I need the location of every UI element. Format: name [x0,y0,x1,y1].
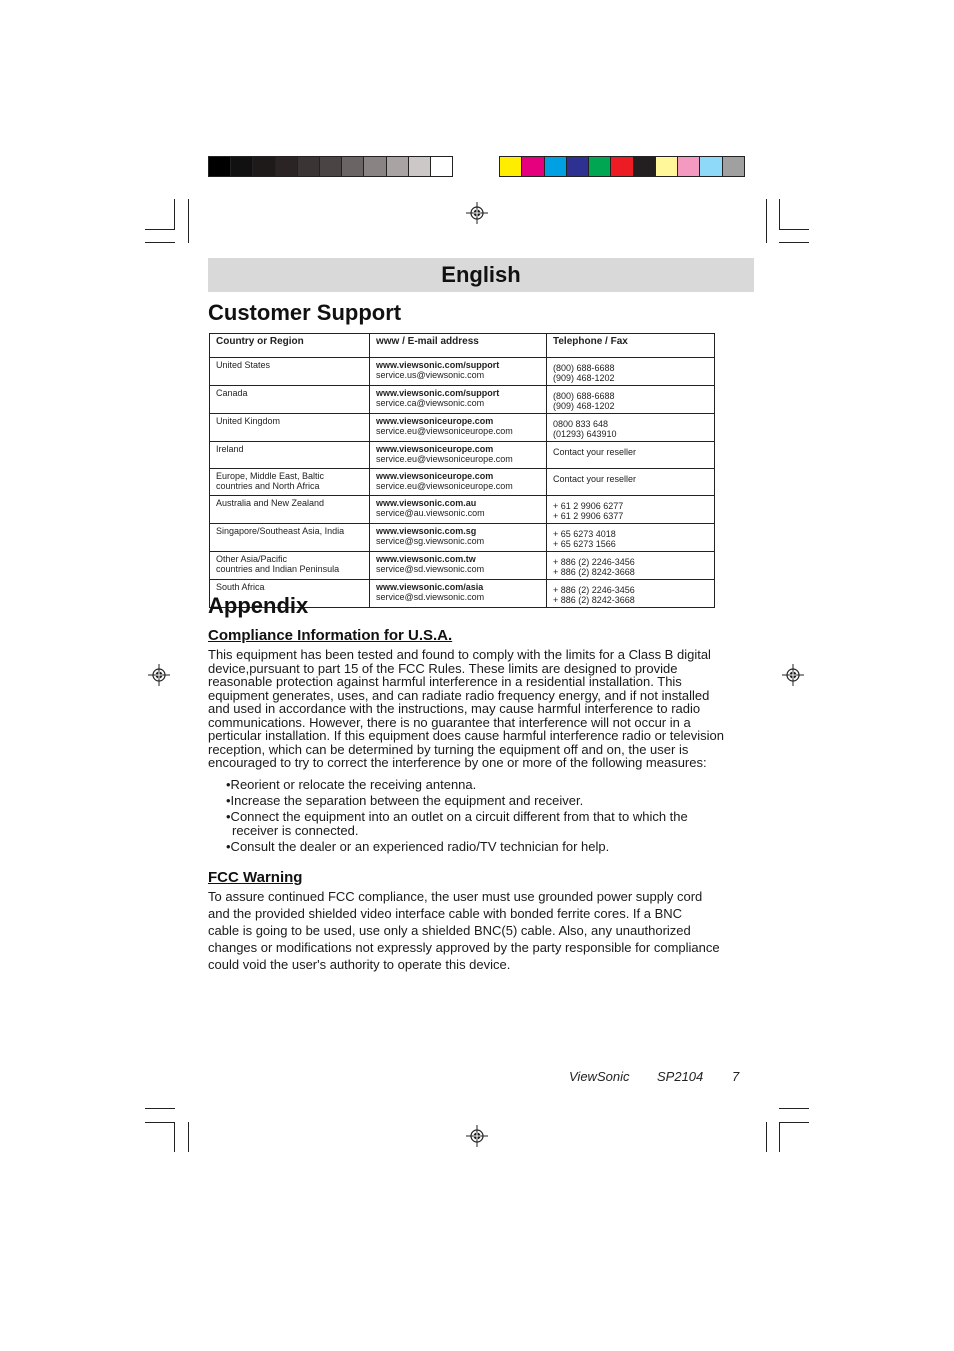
paragraph-line: This equipment has been tested and found to comply with the limits for a Class B digital [208,647,711,662]
phone-text: + 61 2 9906 6377 [553,511,624,521]
table-row [210,524,715,552]
fcc-warning-heading: FCC Warning [208,869,303,886]
color-swatch [656,157,678,176]
color-swatch [723,157,744,176]
registration-mark-icon [148,664,170,686]
crop-mark [145,229,175,230]
paragraph-line: changes or modifications not expressly approved by the party responsible for compliance [208,940,720,955]
customer-support-title: Customer Support [208,300,402,325]
region-text: countries and North Africa [216,481,320,491]
paragraph-line: cable is going to be used, use only a shielded BNC(5) cable. Also, any unauthorized [208,923,691,938]
phone-text: 0800 833 648 [553,419,609,429]
email-link[interactable]: service.ca@viewsonic.com [376,398,485,408]
grayscale-calibration-bar [208,156,453,177]
paragraph-line: and the provided shielded video interface cable with bonded ferrite cores. If a BNC [208,906,683,921]
phone-text: + 65 6273 4018 [553,529,616,539]
phone-text: Contact your reseller [553,474,637,484]
table-row [210,496,715,524]
language-label: English [441,262,521,287]
color-swatch [567,157,589,176]
page-number: 7 [732,1069,740,1084]
list-item: •Increase the separation between the equipment and receiver. [226,793,584,808]
phone-text: (01293) 643910 [553,429,617,439]
crop-mark [779,242,809,243]
contact-cell [370,414,547,442]
region-text: Europe, Middle East, Baltic [216,471,325,481]
region-cell [210,524,370,552]
region-cell [210,442,370,469]
language-banner [208,258,754,292]
region-cell [210,358,370,386]
crop-mark [766,1122,767,1152]
footer-model: SP2104 [657,1069,704,1084]
contact-cell [370,496,547,524]
column-header: www / E-mail address [370,334,547,358]
phone-cell [547,469,715,496]
table-row [210,552,715,580]
region-text: United Kingdom [216,416,281,426]
color-swatch [589,157,611,176]
contact-cell [370,386,547,414]
email-link[interactable]: service.eu@viewsoniceurope.com [376,426,513,436]
table-row [210,358,715,386]
region-text: countries and Indian Peninsula [216,564,340,574]
gray-swatch [409,157,431,176]
gray-swatch [364,157,386,176]
paragraph-line: perticular installation. If this equipment does cause harmful interference radio or television [208,728,724,743]
gray-swatch [253,157,275,176]
region-cell [210,414,370,442]
phone-text: + 886 (2) 8242-3668 [553,595,635,605]
phone-text: Contact your reseller [553,447,637,457]
email-link[interactable]: service@sd.viewsonic.com [376,592,485,602]
website-link[interactable]: www.viewsonic.com.au [376,498,477,508]
crop-mark [145,1108,175,1109]
color-swatch [522,157,544,176]
footer-brand: ViewSonic [569,1069,630,1084]
color-swatch [545,157,567,176]
registration-mark-icon [782,664,804,686]
region-cell [210,386,370,414]
paragraph-line: To assure continued FCC compliance, the user must use grounded power supply cord [208,889,703,904]
gray-swatch [209,157,231,176]
region-text: South Africa [216,582,265,592]
phone-text: (800) 688-6688 [553,391,615,401]
column-header: Country or Region [210,334,370,358]
color-swatch [500,157,522,176]
phone-text: + 886 (2) 2246-3456 [553,557,635,567]
compliance-heading: Compliance Information for U.S.A. [208,627,453,644]
registration-mark-icon [466,202,488,224]
email-link[interactable]: service@au.viewsonic.com [376,508,485,518]
email-link[interactable]: service.eu@viewsoniceurope.com [376,454,513,464]
phone-cell [547,358,715,386]
gray-swatch [431,157,452,176]
crop-mark [766,199,767,243]
phone-cell [547,552,715,580]
region-cell [210,496,370,524]
crop-mark [779,199,780,230]
region-text: United States [216,360,271,370]
crop-mark [145,1122,175,1123]
gray-swatch [276,157,298,176]
contact-cell [370,552,547,580]
phone-text: (909) 468-1202 [553,401,615,411]
region-text: Canada [216,388,248,398]
phone-text: + 65 6273 1566 [553,539,616,549]
paragraph-line: and used in accordance with the instructions, may cause harmful interference to radio [208,701,701,716]
phone-cell [547,580,715,608]
compliance-paragraph [208,648,728,770]
crop-mark [779,1108,809,1109]
table-row [210,386,715,414]
contact-cell [370,469,547,496]
region-text: Singapore/Southeast Asia, India [216,526,345,536]
list-item: •Reorient or relocate the receiving antenna. [226,777,477,792]
column-header: Telephone / Fax [547,334,715,358]
region-cell [210,469,370,496]
region-text: Australia and New Zealand [216,498,325,508]
website-link[interactable]: www.viewsonic.com/asia [376,582,484,592]
website-link[interactable]: www.viewsoniceurope.com [376,416,494,426]
email-link[interactable]: service.us@viewsonic.com [376,370,485,380]
paragraph-line: reasonable protection against harmful interference in a residential installation. This [208,674,682,689]
crop-mark [779,229,809,230]
table-row [210,442,715,469]
paragraph-line: communications. However, there is no guarantee that interference will not occur in a [208,714,691,730]
phone-text: (909) 468-1202 [553,373,615,383]
website-link[interactable]: www.viewsonic.com/support [376,388,500,398]
phone-cell [547,442,715,469]
email-link[interactable]: service.eu@viewsoniceurope.com [376,481,513,491]
website-link[interactable]: www.viewsonic.com.tw [376,554,476,564]
region-text: Other Asia/Pacific [216,554,288,564]
color-swatch [611,157,633,176]
phone-text: + 61 2 9906 6277 [553,501,624,511]
email-link[interactable]: service@sd.viewsonic.com [376,564,485,574]
color-swatch [700,157,722,176]
gray-swatch [387,157,409,176]
region-cell [210,552,370,580]
fcc-warning-paragraph [208,888,738,973]
crop-mark [779,1122,809,1123]
crop-mark [145,242,175,243]
website-link[interactable]: www.viewsoniceurope.com [376,444,494,454]
website-link[interactable]: www.viewsonic.com/support [376,360,500,370]
website-link[interactable]: www.viewsonic.com.sg [376,526,477,536]
phone-text: (800) 688-6688 [553,363,615,373]
crop-mark [188,1122,189,1152]
color-calibration-bar [499,156,745,177]
customer-support-table [209,333,715,608]
contact-cell [370,524,547,552]
gray-swatch [231,157,253,176]
paragraph-line: encouraged to try to correct the interference by one or more of the following measures: [208,755,707,770]
appendix-title: Appendix [208,593,309,618]
measures-list [226,778,716,856]
list-item: •Connect the equipment into an outlet on a circuit different from that to which the receiver is connected. [226,809,688,838]
contact-cell [370,358,547,386]
crop-mark [174,199,175,230]
phone-cell [547,414,715,442]
gray-swatch [298,157,320,176]
contact-cell [370,580,547,608]
gray-swatch [342,157,364,176]
region-text: Ireland [216,444,244,454]
crop-mark [174,1122,175,1152]
phone-text: + 886 (2) 2246-3456 [553,585,635,595]
paragraph-line: reception, which can be determined by turning the equipment off and on, the user is [208,741,689,757]
crop-mark [779,1122,780,1152]
email-link[interactable]: service@sg.viewsonic.com [376,536,485,546]
list-item: •Consult the dealer or an experienced radio/TV technician for help. [226,839,610,854]
registration-mark-icon [466,1125,488,1147]
phone-text: + 886 (2) 8242-3668 [553,567,635,577]
contact-cell [370,442,547,469]
phone-cell [547,496,715,524]
gray-swatch [320,157,342,176]
phone-cell [547,524,715,552]
color-swatch [678,157,700,176]
table-row [210,414,715,442]
website-link[interactable]: www.viewsoniceurope.com [376,471,494,481]
crop-mark [188,199,189,243]
paragraph-line: equipment generates, uses, and can radiate radio frequency energy, and if not installed [208,687,710,703]
phone-cell [547,386,715,414]
table-row [210,469,715,496]
paragraph-line: could void the user's authority to operate this device. [208,957,511,972]
paragraph-line: device,pursuant to part 15 of the FCC Rules. These limits are designed to provide [208,660,678,676]
color-swatch [634,157,656,176]
